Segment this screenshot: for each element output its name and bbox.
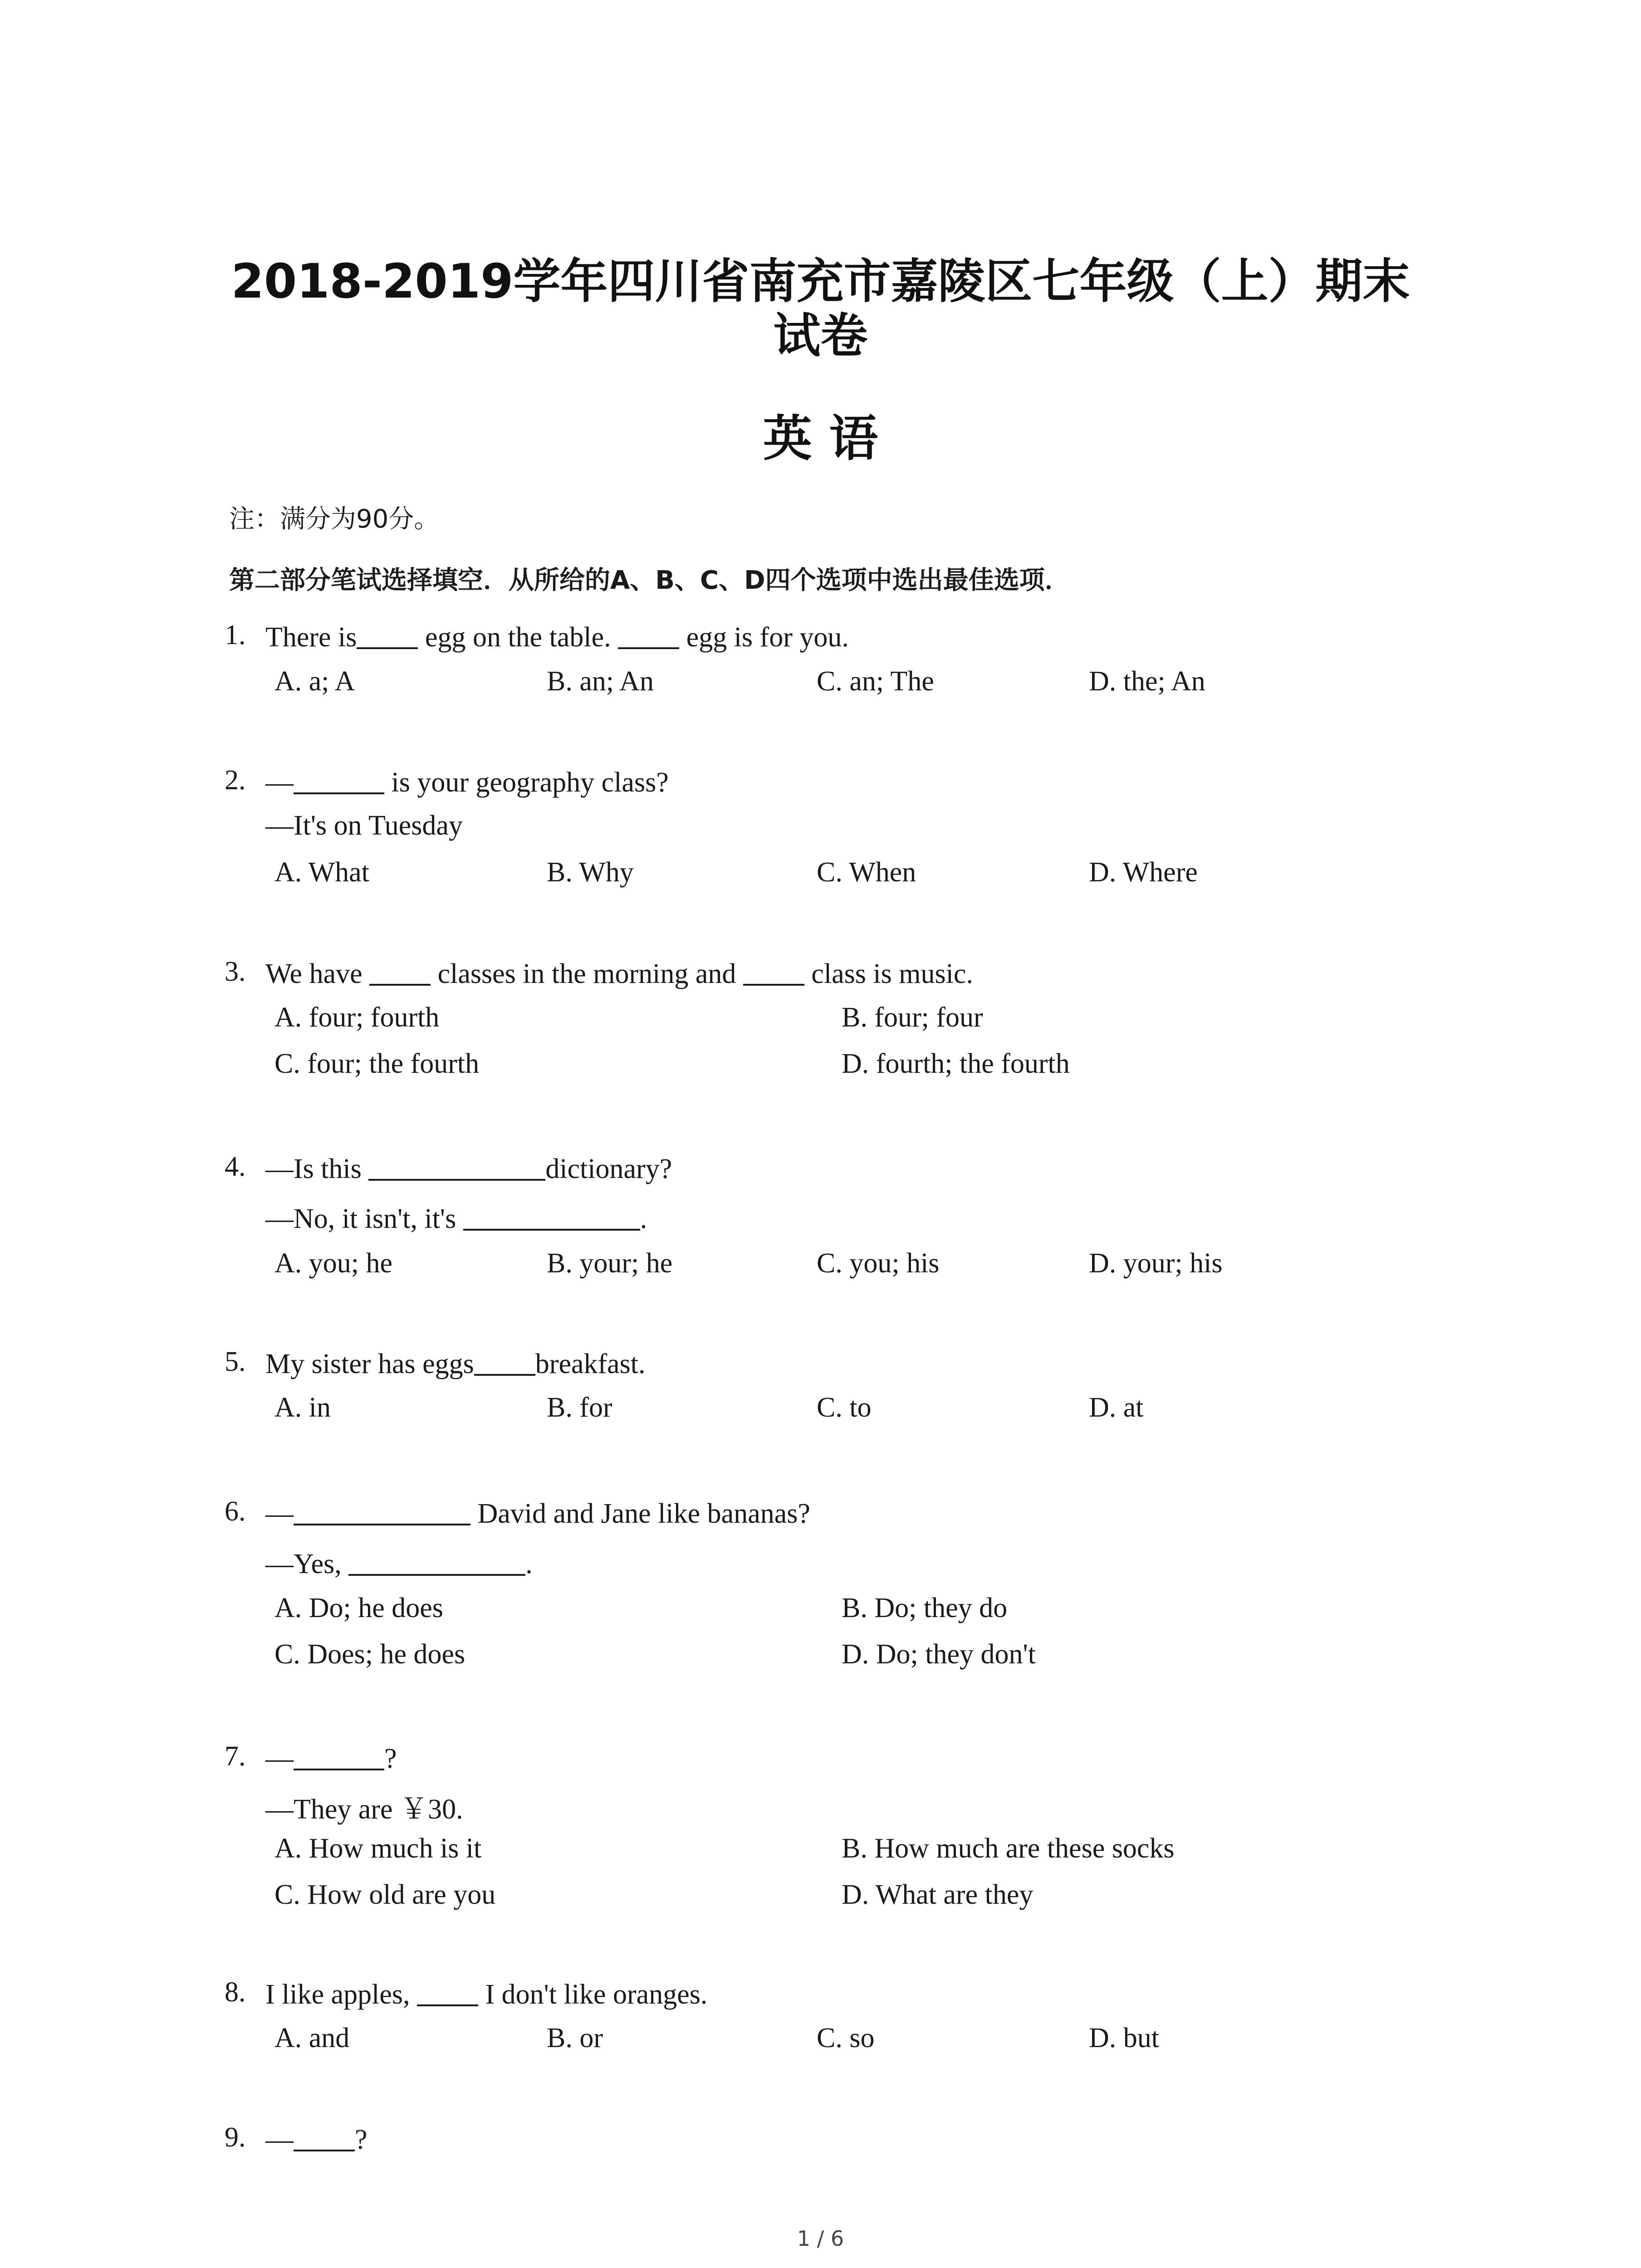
option-d: D. What are they — [842, 1879, 1034, 1910]
option-c: C. an; The — [817, 666, 934, 697]
question-number: 1. — [225, 620, 246, 650]
option-b: B. Why — [547, 857, 634, 888]
score-note: 注：满分为90分。 — [229, 504, 440, 534]
option-c: C. Does; he does — [274, 1639, 465, 1670]
option-b: B. for — [547, 1392, 612, 1423]
option-d: D. your; his — [1089, 1248, 1223, 1279]
exam-title-line-2: 试卷 — [773, 308, 868, 363]
answer-line: —It's on Tuesday — [265, 810, 463, 841]
subject-heading: 英 语 — [763, 411, 878, 467]
option-c: C. so — [817, 2023, 875, 2053]
option-d: D. Do; they don't — [842, 1639, 1036, 1670]
option-a: A. you; he — [274, 1248, 393, 1279]
answer-line: —They are ￥30. — [265, 1794, 463, 1825]
exam-title-line-1: 2018-2019学年四川省南充市嘉陵区七年级（上）期末 — [231, 254, 1410, 309]
option-a: A. Do; he does — [274, 1593, 443, 1623]
question-number: 3. — [225, 956, 246, 987]
question-stem: — David and Jane like bananas? — [265, 1496, 810, 1530]
option-a: A. How much is it — [274, 1833, 482, 1864]
option-b: B. your; he — [547, 1248, 673, 1279]
option-c: C. you; his — [817, 1248, 940, 1279]
option-a: A. a; A — [274, 666, 355, 697]
option-c: C. When — [817, 857, 916, 888]
question-number: 6. — [225, 1496, 246, 1527]
option-a: A. four; fourth — [274, 1002, 440, 1033]
option-d: D. the; An — [1089, 666, 1205, 697]
question-stem: We have classes in the morning and class is music. — [265, 956, 973, 990]
option-c: C. to — [817, 1392, 872, 1423]
question-stem: — is your geography class? — [265, 764, 669, 799]
question-number: 9. — [225, 2122, 246, 2153]
question-stem: My sister has eggs breakfast. — [265, 1346, 646, 1380]
option-d: D. but — [1089, 2023, 1159, 2053]
option-b: B. Do; they do — [842, 1593, 1008, 1623]
answer-line: —Yes, . — [265, 1546, 533, 1580]
section-instruction: 第二部分笔试选择填空．从所给的A、B、C、D四个选项中选出最佳选项． — [229, 566, 1070, 595]
question-stem: —Is this dictionary? — [265, 1151, 672, 1185]
option-a: A. What — [274, 857, 369, 888]
option-d: D. at — [1089, 1392, 1144, 1423]
question-number: 8. — [225, 1977, 246, 2008]
question-number: 5. — [225, 1346, 246, 1377]
option-c: C. four; the fourth — [274, 1048, 480, 1079]
question-stem: I like apples, I don't like oranges. — [265, 1976, 707, 2011]
answer-line: —No, it isn't, it's . — [265, 1201, 647, 1235]
option-a: A. in — [274, 1392, 331, 1423]
option-c: C. How old are you — [274, 1879, 496, 1910]
page-number: 1 / 6 — [797, 2226, 844, 2251]
question-stem: There is egg on the table. egg is for you. — [265, 619, 849, 654]
question-number: 2. — [225, 765, 246, 796]
question-number: 7. — [225, 1741, 246, 1772]
option-b: B. or — [547, 2023, 603, 2053]
option-b: B. How much are these socks — [842, 1833, 1175, 1864]
option-b: B. four; four — [842, 1002, 983, 1033]
question-number: 4. — [225, 1151, 246, 1182]
question-stem: — ? — [265, 1740, 397, 1775]
option-b: B. an; An — [547, 666, 654, 697]
option-a: A. and — [274, 2023, 350, 2053]
question-stem: — ? — [265, 2121, 367, 2156]
option-d: D. fourth; the fourth — [842, 1048, 1070, 1079]
option-d: D. Where — [1089, 857, 1198, 888]
